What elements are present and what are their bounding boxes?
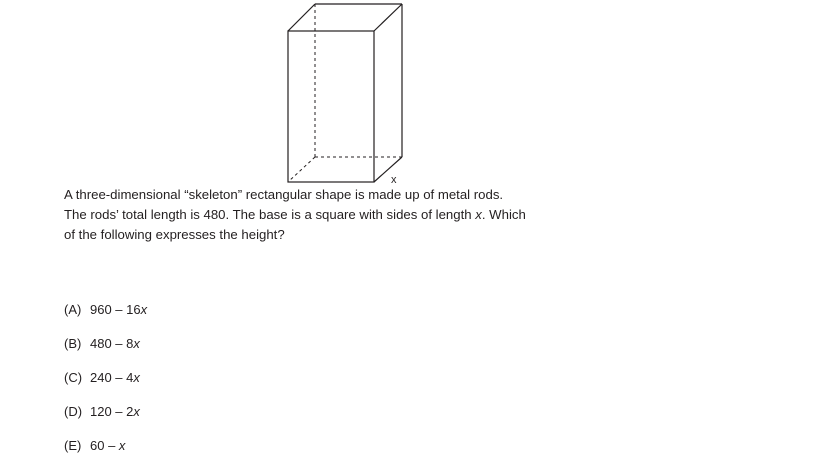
question-line-1: A three-dimensional “skeleton” rectangular shape is made up of metal rods. xyxy=(64,187,504,202)
question-line-3: of the following expresses the height? xyxy=(64,227,285,242)
choice-variable: x xyxy=(140,302,148,317)
front-face xyxy=(288,31,374,182)
choice-expression: 120 – 2 xyxy=(90,404,134,419)
choice-variable: x xyxy=(133,336,140,351)
choice-expression: 960 – 16 xyxy=(90,302,141,317)
answer-choice-c[interactable] xyxy=(64,370,140,386)
choice-variable: x xyxy=(133,404,140,419)
question-variable: x xyxy=(475,207,482,222)
choice-letter: (D) xyxy=(64,404,83,419)
answer-choice-a[interactable] xyxy=(64,302,147,318)
question-line-2 xyxy=(64,205,544,225)
choice-letter: (A) xyxy=(64,302,82,317)
top-left-edge xyxy=(288,4,315,31)
answer-choice-e[interactable] xyxy=(64,438,125,454)
choice-letter: (C) xyxy=(64,370,83,385)
question-line-2-start: The rods’ total length is 480. The base is a square with sides of length xyxy=(64,207,476,222)
answer-choice-b[interactable] xyxy=(64,336,140,352)
choice-expression: 480 – 8 xyxy=(90,336,134,351)
choice-expression: 240 – 4 xyxy=(90,370,134,385)
question-line-2-end: . Which xyxy=(481,207,526,222)
choice-expression: 60 – xyxy=(90,438,119,453)
rectangular-prism-figure xyxy=(0,0,819,190)
question-text xyxy=(64,185,544,245)
answer-choice-d[interactable] xyxy=(64,404,140,420)
choice-variable: x xyxy=(118,438,126,453)
dimension-label-x: x xyxy=(391,174,397,186)
top-right-edge xyxy=(374,4,402,31)
choice-letter: (B) xyxy=(64,336,82,351)
bottom-right-edge xyxy=(374,157,402,182)
choice-letter: (E) xyxy=(64,438,82,453)
hidden-base-edge-left xyxy=(288,157,315,182)
choice-variable: x xyxy=(133,370,140,385)
visible-edges xyxy=(288,4,402,182)
